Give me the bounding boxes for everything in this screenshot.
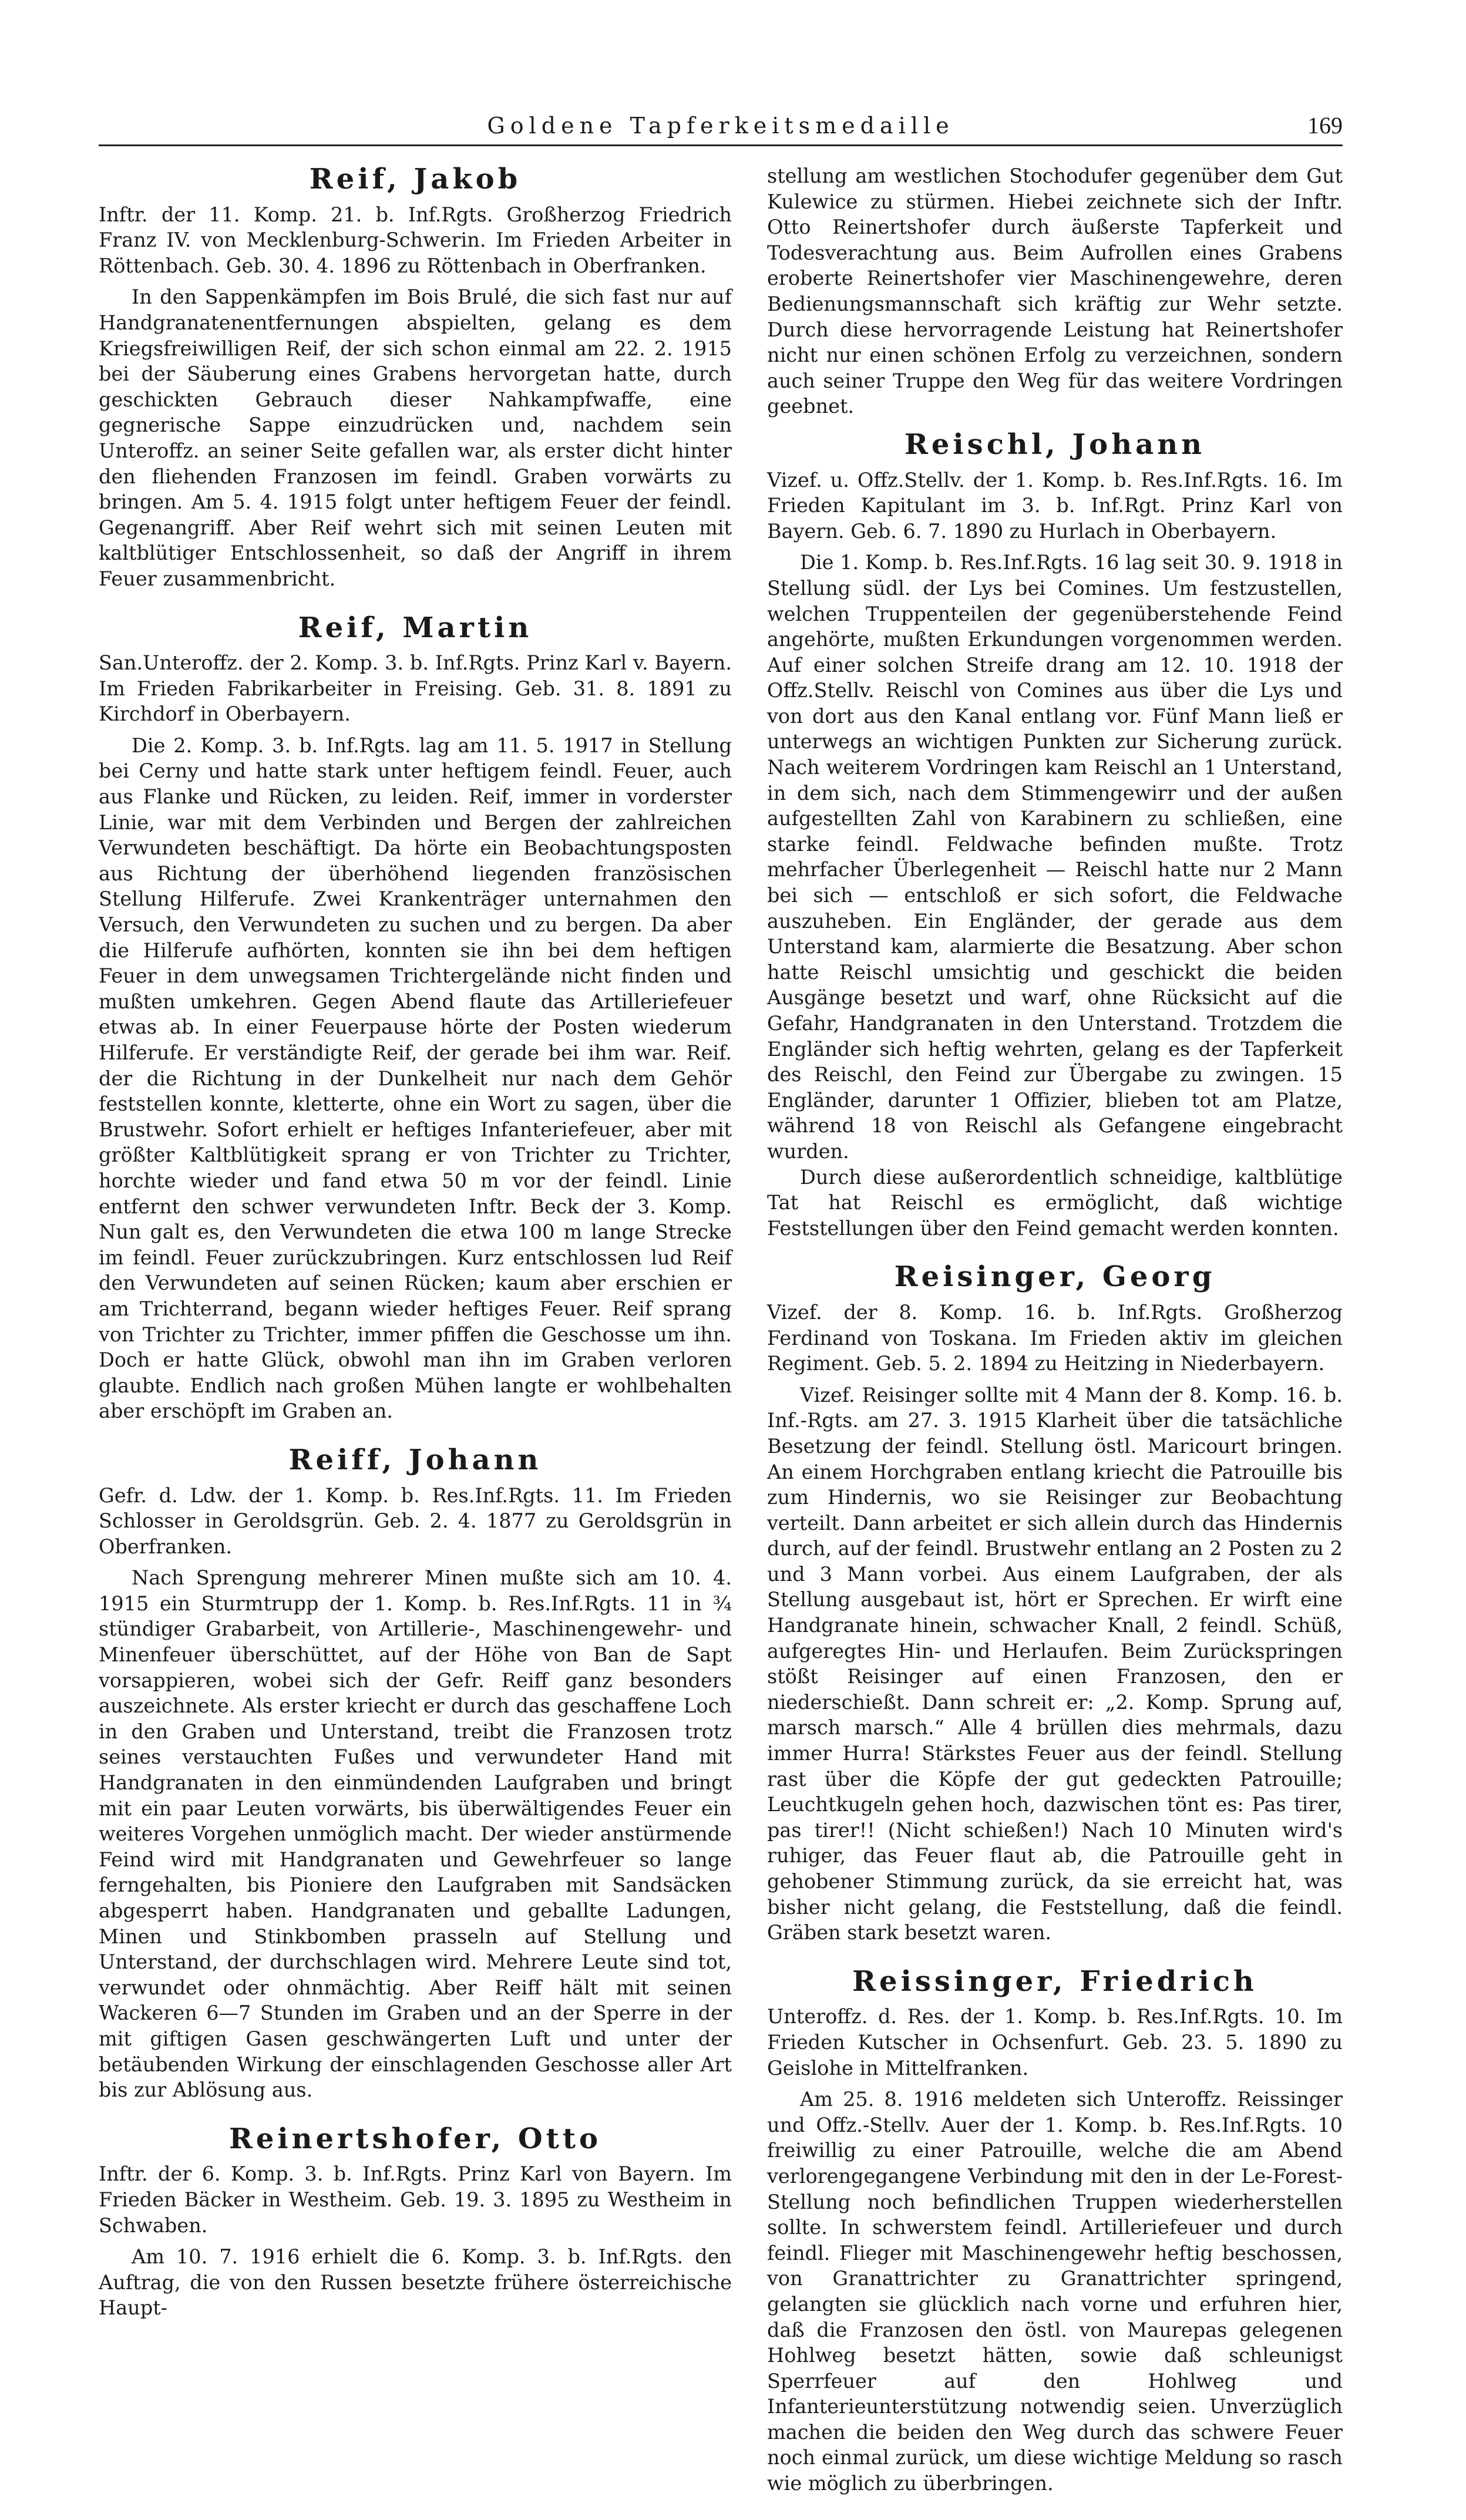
entry-bio: Vizef. u. Offz.Stellv. der 1. Komp. b. Res.Inf.Rgts. 16. Im Frieden Kapitulant im 3. b. Inf.Rgt. Prinz Karl von Bayern. Geb. 6. 7. 1890 zu Hurlach in Oberbayern.: [767, 468, 1343, 543]
entry-name: Reissinger, Friedrich: [852, 1964, 1257, 1998]
entry-bio: Gefr. d. Ldw. der 1. Komp. b. Res.Inf.Rgts. 11. Im Frieden Schlosser in Geroldsgrün. Geb. 2. 4. 1877 zu Geroldsgrün in Oberfranken.: [99, 1483, 732, 1558]
page-number: 169: [1307, 112, 1343, 139]
entry-bio: San.Unteroffz. der 2. Komp. 3. b. Inf.Rgts. Prinz Karl v. Bayern. Im Frieden Fabrikarbeiter in Freising. Geb. 31. 8. 1891 zu Kirchdorf in Oberbayern.: [99, 651, 732, 726]
entry-paragraph: In den Sappenkämpfen im Bois Brulé, die sich fast nur auf Handgranatenentfernungen abspielten, gelang es dem Kriegsfreiwilligen Reif, der sich schon einmal am 22. 2. 1915 bei der Säuberung eines Grabens hervorgetan hatte, durch geschickten Gebrauch dieser Nahkampfwaffe, eine gegnerische Sappe einzudrücken und, nachdem sein Unteroffz. an seiner Seite gefallen war, als erster dicht hinter den fliehenden Franzosen im feindl. Graben vorwärts zu bringen. Am 5. 4. 1915 folgt unter heftigem Feuer der feindl. Gegenangriff. Aber Reif wehrt sich mit seinen Leuten mit kaltblütiger Entschlossenheit, so daß der Angriff in ihrem Feuer zusammenbricht.: [99, 285, 732, 590]
biography-entry: [99, 611, 732, 1424]
entry-bio: Unteroffz. d. Res. der 1. Komp. b. Res.Inf.Rgts. 10. Im Frieden Kutscher in Ochsenfurt. Geb. 23. 5. 1890 zu Geislohe in Mittelfranken.: [767, 2005, 1343, 2080]
entry-name: Reisinger, Georg: [894, 1260, 1216, 1294]
entry-name: Reif, Martin: [298, 611, 533, 644]
entry-paragraph: Am 10. 7. 1916 erhielt die 6. Komp. 3. b. Inf.Rgts. den Auftrag, die von den Russen besetzte frühere österreichische Haupt-: [99, 2245, 732, 2320]
entry-paragraph: Nach Sprengung mehrerer Minen mußte sich am 10. 4. 1915 ein Sturmtrupp der 1. Komp. b. Res.Inf.Rgts. 11 in ¾ stündiger Grabarbeit, von Artillerie-, Maschinengewehr- und Minenfeuer überschüttet, auf der Höhe von Ban de Sapt vorsappieren, wobei sich der Gefr. Reiff ganz besonders auszeichnete. Als erster kriecht er durch das geschaffene Loch in den Graben und Unterstand, treibt die Franzosen trotz seines verstauchten Fußes und verwundeter Hand mit Handgranaten in den einmündenden Laufgraben und bringt mit ein paar Leuten vorwärts, bis überwältigendes Feuer ein weiteres Vorgehen unmöglich macht. Der wieder anstürmende Feind wird mit Handgranaten und Gewehrfeuer so lange ferngehalten, bis Pioniere den Laufgraben mit Sandsäcken abgesperrt haben. Handgranaten und geballte Ladungen, Minen und Stinkbomben prasseln auf Stellung und Unterstand, der durchschlagen wird. Mehrere Leute sind tot, verwundet oder ohnmächtig. Aber Reiff hält mit seinen Wackeren 6—7 Stunden im Graben und an der Sperre in der mit giftigen Gasen geschwängerten Luft und unter der betäubenden Wirkung der einschlagenden Geschosse aller Art bis zur Ablösung aus.: [99, 1566, 732, 2102]
right-column: [767, 163, 1343, 2520]
entry-paragraph: Vizef. Reisinger sollte mit 4 Mann der 8. Komp. 16. b. Inf.-Rgts. am 27. 3. 1915 Klarheit über die tatsächliche Besetzung der feindl. Stellung östl. Maricourt bringen. An einem Horchgraben entlang kriecht die Patrouille bis zum Hindernis, wo sie Reisinger zur Beobachtung verteilt. Dann arbeitet er sich allein durch das Hindernis durch, auf der feindl. Brustwehr entlang an 2 Posten zu 2 und 3 Mann vorbei. Aus einem Laufgraben, der als Stellung ausgebaut ist, hört er Sprechen. Er wirft eine Handgranate hinein, schwacher Knall, 2 feindl. Schüß, aufgeregtes Hin- und Herlaufen. Beim Zurückspringen stößt Reisinger auf einen Franzosen, den er niederschießt. Dann schreit er: „2. Komp. Sprung auf, marsch marsch.“ Alle 4 brüllen dies mehrmals, dazu immer Hurra! Stärkstes Feuer aus der feindl. Stellung rast über die Köpfe der gut gedeckten Patrouille; Leuchtkugeln gehen hoch, dazwischen tönt es: Pas tirer, pas tirer!! (Nicht schießen!) Nach 10 Minuten wird's ruhiger, das Feuer flaut ab, die Patrouille geht in gehobener Stimmung zurück, da sie erreicht hat, was bisher nicht gelang, die Feststellung, daß die feindl. Gräben stark besetzt waren.: [767, 1383, 1343, 1944]
biography-entry: [767, 428, 1343, 1241]
biography-entry: [99, 1443, 732, 2103]
biography-entry: [99, 2122, 732, 2321]
biography-entry: [767, 1964, 1343, 2497]
entry-name: Reiff, Johann: [288, 1443, 542, 1476]
running-title: Goldene Tapferkeitsmedaille: [487, 113, 954, 139]
biography-entry: [99, 163, 732, 592]
entry-name: Reinertshofer, Otto: [228, 2122, 602, 2155]
entry-bio: Inftr. der 6. Komp. 3. b. Inf.Rgts. Prinz Karl von Bayern. Im Frieden Bäcker in Westheim. Geb. 19. 3. 1895 zu Westheim in Schwaben.: [99, 2162, 732, 2237]
continued-paragraph: stellung am westlichen Stochodufer gegenüber dem Gut Kulewice zu stürmen. Hiebei zeichnete sich der Inftr. Otto Reinertshofer durch äußerste Tapferkeit und Todesverachtung aus. Beim Aufrollen eines Grabens eroberte Reinertshofer vier Maschinengewehre, deren Bedienungsmannschaft sich kräftig zur Wehr setzte. Durch diese hervorragende Leistung hat Reinertshofer nicht nur einen schönen Erfolg zu verzeichnen, sondern auch seiner Truppe den Weg für das weitere Vordringen geebnet.: [767, 164, 1343, 418]
entry-paragraph: Die 2. Komp. 3. b. Inf.Rgts. lag am 11. 5. 1917 in Stellung bei Cerny und hatte stark unter heftigem feindl. Feuer, auch aus Flanke und Rücken, zu leiden. Reif, immer in vorderster Linie, war mit dem Verbinden und Bergen der zahlreichen Verwundeten beschäftigt. Da hörte ein Beobachtungsposten aus Richtung der überhöhend liegenden französischen Stellung Hilferufe. Zwei Krankenträger unternahmen den Versuch, den Verwundeten zu suchen und zu bergen. Da aber die Hilferufe aufhörten, konnten sie ihn bei dem heftigen Feuer in dem unwegsamen Trichtergelände nicht finden und mußten umkehren. Gegen Abend flaute das Artilleriefeuer etwas ab. In einer Feuerpause hörte der Posten wiederum Hilferufe. Er verständigte Reif, der gerade bei ihm war. Reif. der die Richtung in der Dunkelheit nur nach dem Gehör feststellen konnte, kletterte, ohne ein Wort zu sagen, über die Brustwehr. Sofort erhielt er heftiges Infanteriefeuer, aber mit größter Kaltblütigkeit sprang er von Trichter zu Trichter, horchte wieder und fand etwa 50 m vor der feindl. Linie entfernt den schwer verwundeten Inftr. Beck der 3. Komp. Nun galt es, den Verwundeten die etwa 100 m lange Strecke im feindl. Feuer zurückzubringen. Kurz entschlossen lud Reif den Verwundeten auf seinen Rücken; kaum aber erschien er am Trichterrand, begann wieder heftiges Feuer. Reif sprang von Trichter zu Trichter, immer pfiffen die Geschosse um ihn. Doch er hatte Glück, obwohl man ihn im Graben verloren glaubte. Endlich nach großen Mühen langte er wohlbehalten aber erschöpft im Graben an.: [99, 734, 732, 1423]
entry-paragraph: Am 25. 8. 1916 meldeten sich Unteroffz. Reissinger und Offz.-Stellv. Auer der 1. Komp. b. Res.Inf.Rgts. 10 freiwillig zu einer Patrouille, welche die am Abend verlorengegangene Verbindung mit den in der Le-Forest-Stellung noch befindlichen Truppen wiederherstellen sollte. In schwerstem feindl. Artilleriefeuer und durch feindl. Flieger mit Maschinengewehr heftig beschossen, von Granattrichter zu Granattrichter springend, gelangten sie glücklich nach vorne und erfuhren hier, daß die Franzosen den östl. von Maurepas gelegenen Hohlweg besetzt hätten, sowie daß schleunigst Sperrfeuer auf den Hohlweg und Infanterieunterstützung notwendig seien. Unverzüglich machen die beiden den Weg durch das schwere Feuer noch einmal zurück, um diese wichtige Meldung so rasch wie möglich zu überbringen.: [767, 2088, 1343, 2495]
running-header: [99, 112, 1343, 146]
left-column: [99, 163, 732, 2344]
entry-bio: Vizef. der 8. Komp. 16. b. Inf.Rgts. Großherzog Ferdinand von Toskana. Im Frieden aktiv im gleichen Regiment. Geb. 5. 2. 1894 zu Heitzing in Niederbayern.: [767, 1300, 1343, 1375]
entry-paragraph: Durch diese außerordentlich schneidige, kaltblütige Tat hat Reischl es ermöglicht, daß wichtige Feststellungen über den Feind gemacht werden konnten.: [767, 1165, 1343, 1240]
biography-entry: [767, 1260, 1343, 1945]
entry-bio: Inftr. der 11. Komp. 21. b. Inf.Rgts. Großherzog Friedrich Franz IV. von Mecklenburg-Schwerin. Im Frieden Arbeiter in Röttenbach. Geb. 30. 4. 1896 zu Röttenbach in Oberfranken.: [99, 203, 732, 277]
entry-name: Reischl, Johann: [905, 428, 1205, 461]
entry-name: Reif, Jakob: [309, 163, 522, 196]
entry-paragraph: Die 1. Komp. b. Res.Inf.Rgts. 16 lag seit 30. 9. 1918 in Stellung südl. der Lys bei Comines. Um festzustellen, welchen Truppenteilen der gegenüberstehende Feind angehörte, mußten Erkundungen vorgenommen werden. Auf einer solchen Streife drang am 12. 10. 1918 der Offz.Stellv. Reischl von Comines aus über die Lys und von dort aus den Kanal entlang vor. Fünf Mann ließ er unterwegs an wichtigen Punkten zur Sicherung zurück. Nach weiterem Vordringen kam Reischl an 1 Unterstand, in dem sich, nach dem Stimmengewirr und der außen aufgestellten Zahl von Karabinern zu schließen, eine starke feindl. Feldwache befinden mußte. Trotz mehrfacher Überlegenheit — Reischl hatte nur 2 Mann bei sich — entschloß er sich sofort, die Feldwache auszuheben. Ein Engländer, der gerade aus dem Unterstand kam, alarmierte die Besatzung. Aber schon hatte Reischl umsichtig und geschickt die beiden Ausgänge besetzt und warf, ohne Rücksicht auf die Gefahr, Handgranaten in den Unterstand. Trotzdem die Engländer sich heftig wehrten, gelang es der Tapferkeit des Reischl, den Feind zur Übergabe zu zwingen. 15 Engländer, darunter 1 Offizier, blieben tot am Platze, während 18 von Reischl als Gefangene eingebracht wurden.: [767, 551, 1343, 1163]
